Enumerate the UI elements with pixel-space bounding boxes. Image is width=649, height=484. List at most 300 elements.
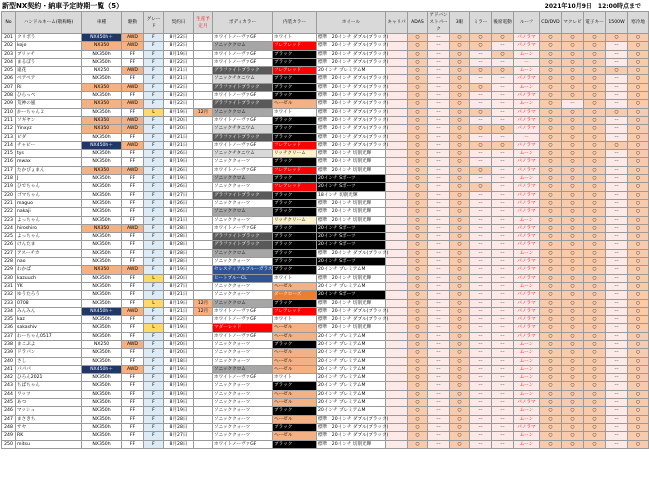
handle-name-cell: あつ — [16, 399, 82, 407]
three-eye-cell: ○ — [450, 332, 470, 340]
adas-cell: ○ — [408, 199, 428, 207]
adas-cell: ○ — [408, 241, 428, 249]
outlet-1500w-cell: ー — [606, 249, 628, 257]
digital-key-cell: ○ — [584, 282, 606, 290]
wheel-cell: 20インチ プレミアムM — [317, 282, 386, 290]
advanced-park-cell: ー — [428, 316, 450, 324]
row-number-cell: 212 — [2, 125, 16, 133]
rear-seat-power-cell: ー — [492, 108, 514, 116]
roof-cell: ムーン — [514, 432, 540, 440]
contract-date-cell: 8月28日 — [164, 258, 194, 266]
body-color-cell: ソニッククロム — [213, 365, 273, 373]
car-model-cell: NX350 — [82, 166, 122, 174]
wheel-cell: 標準 20インチ 切削光輝 — [317, 150, 386, 158]
three-eye-cell: ○ — [450, 274, 470, 282]
cold-region-cell: ○ — [628, 183, 649, 191]
body-color-cell: ホワイトノーヴァGF — [213, 307, 273, 315]
row-number-cell: 211 — [2, 116, 16, 124]
mark-levinson-cell: ○ — [562, 266, 584, 274]
outlet-1500w-cell: ー — [606, 357, 628, 365]
adas-cell: ○ — [408, 374, 428, 382]
table-row — [2, 216, 649, 224]
contract-date-cell: 8月19日 — [164, 365, 194, 373]
roof-cell: パノラマ — [514, 34, 540, 42]
row-number-cell: 245 — [2, 399, 16, 407]
wheel-cell: 標準 20インチ ダブル(ブラック) — [318, 433, 389, 439]
handle-name-cell: nao — [16, 258, 82, 266]
production-month-cell — [194, 415, 213, 423]
mark-levinson-cell: ○ — [562, 291, 584, 299]
table-row — [2, 266, 649, 274]
interior-color-cell: ブラック — [273, 266, 317, 274]
grade-cell: F — [144, 282, 164, 290]
car-model-cell: NX350h — [82, 183, 122, 191]
drive-type-cell: FF — [122, 324, 144, 332]
row-number-cell: 238 — [2, 340, 16, 348]
adas-cell: ○ — [408, 316, 428, 324]
wheel-cell: 20インチ プレミアムM — [317, 266, 386, 274]
contract-date-cell: 8月21日 — [164, 133, 194, 141]
advanced-park-cell: ー — [428, 166, 450, 174]
advanced-park-cell: ー — [428, 299, 450, 307]
interior-color-cell: ブラック — [273, 175, 317, 183]
mark-levinson-cell: ○ — [562, 299, 584, 307]
three-eye-cell: ○ — [450, 349, 470, 357]
cd-dvd-cell: ○ — [540, 116, 562, 124]
body-color-cell: ソニッククォーツ — [213, 357, 273, 365]
adas-cell: ○ — [408, 150, 428, 158]
mirror-cell: ー — [470, 432, 492, 440]
car-model-cell: NX450h＋ — [82, 141, 122, 149]
digital-key-cell: ○ — [584, 92, 606, 100]
outlet-1500w-cell: ー — [606, 299, 628, 307]
column-header: 契約日 — [164, 12, 194, 34]
column-header: ルーフ — [514, 12, 540, 34]
adas-cell: ○ — [408, 116, 428, 124]
table-row — [2, 282, 649, 290]
outlet-1500w-cell: ー — [606, 407, 628, 415]
cold-region-cell: ○ — [628, 349, 649, 357]
mark-levinson-cell: ○ — [562, 423, 584, 431]
adas-cell: ○ — [408, 332, 428, 340]
drive-type-cell: FF — [122, 407, 144, 415]
row-number-cell: 248 — [2, 423, 16, 431]
drive-type-cell: FF — [122, 316, 144, 324]
caliper-cell — [386, 282, 408, 290]
rear-seat-power-cell: ー — [492, 216, 514, 224]
drive-type-cell: FF — [122, 208, 144, 216]
digital-key-cell: ○ — [584, 390, 606, 398]
cd-dvd-cell: ○ — [540, 67, 562, 75]
caliper-cell — [386, 365, 408, 373]
interior-color-cell: ヘーゼル — [273, 365, 317, 373]
advanced-park-cell: ー — [428, 282, 450, 290]
body-color-cell: ヒートブルーCL — [213, 274, 273, 282]
caliper-cell — [386, 432, 408, 440]
body-color-cell: ソニッククォーツ — [213, 423, 273, 431]
rear-seat-power-cell: ー — [492, 340, 514, 348]
car-model-cell: NX350h — [82, 390, 122, 398]
production-month-cell — [194, 241, 213, 249]
digital-key-cell: ○ — [584, 100, 606, 108]
contract-date-cell: 8月26日 — [164, 150, 194, 158]
outlet-1500w-cell: ー — [606, 92, 628, 100]
contract-date-cell: 8月21日 — [164, 75, 194, 83]
three-eye-cell: ○ — [450, 83, 470, 91]
three-eye-cell: ○ — [450, 92, 470, 100]
car-model-cell: NX350 — [82, 125, 122, 133]
rear-seat-power-cell: ー — [492, 357, 514, 365]
body-color-cell: グラファイトブラック — [213, 233, 273, 241]
grade-cell: F — [144, 58, 164, 66]
car-model-cell: NX350 — [82, 100, 122, 108]
digital-key-cell: ○ — [584, 432, 606, 440]
mirror-cell: ー — [470, 357, 492, 365]
digital-key-cell: ○ — [584, 357, 606, 365]
table-row — [2, 166, 649, 174]
cd-dvd-cell: ○ — [540, 125, 562, 133]
body-color-cell: グラファイトブラック — [213, 100, 273, 108]
mirror-cell: ー — [470, 423, 492, 431]
mirror-cell: ー — [470, 407, 492, 415]
handle-name-cell: YK — [16, 282, 82, 290]
drive-type-cell: AWD — [122, 116, 144, 124]
table-row — [2, 100, 649, 108]
caliper-cell — [386, 58, 408, 66]
production-month-cell — [194, 233, 213, 241]
caliper-cell — [386, 332, 408, 340]
roof-cell: ムーン — [514, 415, 540, 423]
digital-key-cell: ○ — [584, 166, 606, 174]
contract-date-cell: 8月27日 — [164, 282, 194, 290]
cold-region-cell: ○ — [628, 224, 649, 232]
wheel-cell: 20インチ プレミアムM — [317, 390, 386, 398]
contract-date-cell: 8月20日 — [164, 116, 194, 124]
row-number-cell: 244 — [2, 390, 16, 398]
rear-seat-power-cell: ー — [492, 224, 514, 232]
body-color-cell: グラファイトブラック — [213, 83, 273, 91]
production-month-cell — [194, 432, 213, 440]
advanced-park-cell: ー — [428, 92, 450, 100]
outlet-1500w-cell: ー — [606, 241, 628, 249]
body-color-cell: ソニッククロム — [213, 108, 273, 116]
column-header: CD/DVD — [540, 12, 562, 34]
rear-seat-power-cell: ○ — [492, 34, 514, 42]
row-number-cell: 208 — [2, 92, 16, 100]
grade-cell: F — [144, 258, 164, 266]
mark-levinson-cell: ○ — [562, 158, 584, 166]
three-eye-cell: ○ — [450, 216, 470, 224]
row-number-cell: 241 — [2, 365, 16, 373]
interior-color-cell: ヘーゼル — [273, 282, 317, 290]
mark-levinson-cell: ○ — [562, 357, 584, 365]
advanced-park-cell: ー — [428, 241, 450, 249]
production-month-cell — [194, 374, 213, 382]
cold-region-cell: ○ — [628, 332, 649, 340]
three-eye-cell: ○ — [450, 208, 470, 216]
car-model-cell: NX350h — [82, 175, 122, 183]
drive-type-cell: FF — [122, 191, 144, 199]
mark-levinson-cell: ○ — [562, 125, 584, 133]
cd-dvd-cell: ○ — [540, 274, 562, 282]
adas-cell: ○ — [408, 233, 428, 241]
advanced-park-cell: ー — [428, 83, 450, 91]
column-header: 電子キー — [584, 12, 606, 34]
cd-dvd-cell: ○ — [540, 365, 562, 373]
car-model-cell: NX350h — [82, 382, 122, 390]
three-eye-cell: ○ — [450, 374, 470, 382]
digital-key-cell: ○ — [584, 374, 606, 382]
caliper-cell — [386, 233, 408, 241]
rear-seat-power-cell: ー — [492, 423, 514, 431]
digital-key-cell: ○ — [584, 199, 606, 207]
car-model-cell: NX350 — [82, 42, 122, 50]
row-number-cell: 250 — [2, 440, 16, 448]
table-row — [2, 108, 649, 116]
row-number-cell: 236 — [2, 324, 16, 332]
grade-cell: F — [144, 382, 164, 390]
column-header: 駆動 — [122, 12, 144, 34]
adas-cell: ○ — [408, 266, 428, 274]
cold-region-cell: ○ — [628, 58, 649, 66]
interior-color-cell: ブラック — [273, 224, 317, 232]
cd-dvd-cell: ○ — [540, 166, 562, 174]
mark-levinson-cell: ○ — [562, 316, 584, 324]
advanced-park-cell: ー — [428, 266, 450, 274]
body-color-cell: ホワイトノーヴァGF — [213, 440, 273, 448]
mark-levinson-cell: ○ — [562, 141, 584, 149]
car-model-cell: NX350 — [82, 83, 122, 91]
car-model-cell: NX250 — [82, 340, 122, 348]
mirror-cell: ー — [470, 191, 492, 199]
table-row — [2, 307, 649, 315]
row-number-cell: 219 — [2, 183, 16, 191]
wheel-cell: 20インチ プレミアムM — [317, 382, 386, 390]
three-eye-cell: ○ — [450, 316, 470, 324]
grade-cell: F — [144, 116, 164, 124]
grade-cell: F — [144, 241, 164, 249]
drive-type-cell: FF — [122, 440, 144, 448]
interior-color-cell: ヘーゼル — [273, 349, 317, 357]
digital-key-cell: ○ — [584, 241, 606, 249]
row-number-cell: 220 — [2, 191, 16, 199]
drive-type-cell: AWD — [122, 307, 144, 315]
caliper-cell — [386, 299, 408, 307]
rear-seat-power-cell: ー — [492, 199, 514, 207]
rear-seat-power-cell: ー — [492, 332, 514, 340]
adas-cell: ○ — [408, 349, 428, 357]
interior-color-cell: フレアレッド — [273, 166, 317, 174]
three-eye-cell: ○ — [450, 108, 470, 116]
handle-name-cell: たかびょまん — [16, 166, 82, 174]
wheel-cell: 20インチ Sポーツ — [317, 175, 386, 183]
row-number-cell: 234 — [2, 307, 16, 315]
cd-dvd-cell: ○ — [540, 42, 562, 50]
cold-region-cell: ○ — [628, 399, 649, 407]
caliper-cell — [386, 116, 408, 124]
body-color-cell: ホワイトノーヴァGF — [213, 166, 273, 174]
drive-type-cell: FF — [122, 299, 144, 307]
drive-type-cell: FF — [122, 158, 144, 166]
table-row — [2, 199, 649, 207]
drive-type-cell: AWD — [122, 141, 144, 149]
mark-levinson-cell: ○ — [562, 407, 584, 415]
roof-cell: パノラマ — [514, 224, 540, 232]
row-number-cell: 227 — [2, 249, 16, 257]
three-eye-cell: ○ — [450, 183, 470, 191]
column-header: 1500W — [606, 12, 628, 34]
digital-key-cell: ○ — [584, 224, 606, 232]
outlet-1500w-cell: ー — [606, 374, 628, 382]
mark-levinson-cell: ○ — [562, 150, 584, 158]
production-month-cell — [194, 440, 213, 448]
production-month-cell — [194, 282, 213, 290]
body-color-cell: ソニッククォーツ — [213, 390, 273, 398]
rear-seat-power-cell: ー — [492, 133, 514, 141]
mark-levinson-cell: ○ — [562, 258, 584, 266]
body-color-cell: ソニッククロム — [213, 299, 273, 307]
production-month-cell — [194, 42, 213, 50]
rear-seat-power-cell: ー — [492, 266, 514, 274]
mirror-cell: ○ — [470, 83, 492, 91]
row-number-cell: 209 — [2, 100, 16, 108]
mirror-cell: ー — [470, 199, 492, 207]
cold-region-cell: ○ — [628, 158, 649, 166]
production-month-cell — [194, 92, 213, 100]
contract-date-cell: 8月28日 — [164, 423, 194, 431]
grade-cell: F — [144, 183, 164, 191]
caliper-cell — [386, 141, 408, 149]
wheel-cell: 標準 20インチ ダブル(ブラック) — [318, 416, 389, 422]
wheel-cell: 標準 20インチ ダブル(ブラック) — [318, 142, 389, 148]
mark-levinson-cell: ○ — [562, 83, 584, 91]
outlet-1500w-cell: ー — [606, 100, 628, 108]
rear-seat-power-cell: ○ — [492, 67, 514, 75]
roof-cell: パノラマ — [514, 92, 540, 100]
table-row — [2, 340, 649, 348]
adas-cell: ○ — [408, 407, 428, 415]
row-number-cell: 215 — [2, 150, 16, 158]
digital-key-cell: ○ — [584, 34, 606, 42]
outlet-1500w-cell: ー — [606, 216, 628, 224]
roof-cell: ムーン — [514, 365, 540, 373]
drive-type-cell: FF — [122, 183, 144, 191]
digital-key-cell: ○ — [584, 340, 606, 348]
body-color-cell: ソニッククロム — [213, 208, 273, 216]
drive-type-cell: FF — [122, 241, 144, 249]
outlet-1500w-cell: ー — [606, 390, 628, 398]
mark-levinson-cell: ○ — [562, 116, 584, 124]
advanced-park-cell: ー — [428, 423, 450, 431]
wheel-cell: 標準 20インチ ダブル(ブラック) — [318, 109, 389, 115]
table-row — [2, 116, 649, 124]
car-model-cell: NX350h — [82, 432, 122, 440]
roof-cell: ムーン — [514, 150, 540, 158]
adas-cell: ○ — [408, 440, 428, 448]
contract-date-cell: 8月26日 — [164, 199, 194, 207]
rear-seat-power-cell: ー — [492, 183, 514, 191]
three-eye-cell: ○ — [450, 291, 470, 299]
drive-type-cell: FF — [122, 216, 144, 224]
roof-cell: ムーン — [514, 100, 540, 108]
wheel-cell: 標準 20インチ ダブル(ブラック) — [318, 250, 389, 256]
table-row — [2, 357, 649, 365]
roof-cell: パノラマ — [514, 75, 540, 83]
body-color-cell: ソニッククォーツ — [213, 183, 273, 191]
interior-color-cell: フレアレッド — [273, 183, 317, 191]
cd-dvd-cell: ○ — [540, 390, 562, 398]
advanced-park-cell: ー — [428, 365, 450, 373]
contract-date-cell: 8月19日 — [164, 175, 194, 183]
car-model-cell: NX350h — [82, 108, 122, 116]
roof-cell: ムーン — [514, 282, 540, 290]
column-header: ボディカラー — [213, 12, 273, 34]
wheel-cell: 標準 20インチ ダブル(ブラック) — [318, 317, 389, 323]
grade-cell: F — [144, 291, 164, 299]
datestamp: 2021年10月9日 12:00時点まで — [544, 3, 641, 10]
mirror-cell: ○ — [470, 42, 492, 50]
advanced-park-cell: ー — [428, 50, 450, 58]
mirror-cell: ー — [470, 208, 492, 216]
car-model-cell: NX350h — [82, 407, 122, 415]
handle-name-cell: ゆうたろう — [16, 291, 82, 299]
drive-type-cell: FF — [122, 233, 144, 241]
outlet-1500w-cell: ○ — [606, 67, 628, 75]
wheel-cell: 標準 20インチ ダブル(ブラック) — [318, 424, 389, 430]
outlet-1500w-cell: ー — [606, 133, 628, 141]
three-eye-cell: ○ — [450, 42, 470, 50]
mirror-cell: ー — [470, 241, 492, 249]
mirror-cell: ○ — [470, 108, 492, 116]
drive-type-cell: FF — [122, 75, 144, 83]
three-eye-cell: ○ — [450, 390, 470, 398]
production-month-cell — [194, 266, 213, 274]
outlet-1500w-cell: ー — [606, 274, 628, 282]
handle-name-cell: ベアベア — [16, 75, 82, 83]
row-number-cell: 218 — [2, 175, 16, 183]
advanced-park-cell: ー — [428, 208, 450, 216]
cd-dvd-cell: ○ — [540, 340, 562, 348]
adas-cell: ○ — [408, 390, 428, 398]
production-month-cell — [194, 100, 213, 108]
roof-cell: パノラマ — [514, 266, 540, 274]
roof-cell: パノラマ — [514, 158, 540, 166]
wheel-cell: 20インチ Sポーツ — [317, 224, 386, 232]
caliper-cell — [386, 183, 408, 191]
cd-dvd-cell: ○ — [540, 224, 562, 232]
cd-dvd-cell: ○ — [540, 183, 562, 191]
cold-region-cell: ○ — [628, 390, 649, 398]
production-month-cell — [194, 324, 213, 332]
wheel-cell: 標準 20インチ ダブル(ブラック) — [318, 76, 389, 82]
roof-cell: ムーン — [514, 216, 540, 224]
outlet-1500w-cell: ー — [606, 199, 628, 207]
adas-cell: ○ — [408, 282, 428, 290]
car-model-cell: NX350h — [82, 324, 122, 332]
table-row — [2, 423, 649, 431]
rear-seat-power-cell: ー — [492, 166, 514, 174]
adas-cell: ○ — [408, 125, 428, 133]
three-eye-cell: ○ — [450, 166, 470, 174]
cold-region-cell: ○ — [628, 407, 649, 415]
mirror-cell: ー — [470, 175, 492, 183]
rear-seat-power-cell: ー — [492, 365, 514, 373]
outlet-1500w-cell: ー — [606, 282, 628, 290]
body-color-cell: ソニッククォーツ — [213, 349, 273, 357]
table-row — [2, 349, 649, 357]
caliper-cell — [386, 175, 408, 183]
contract-date-cell: 8月20日 — [164, 332, 194, 340]
